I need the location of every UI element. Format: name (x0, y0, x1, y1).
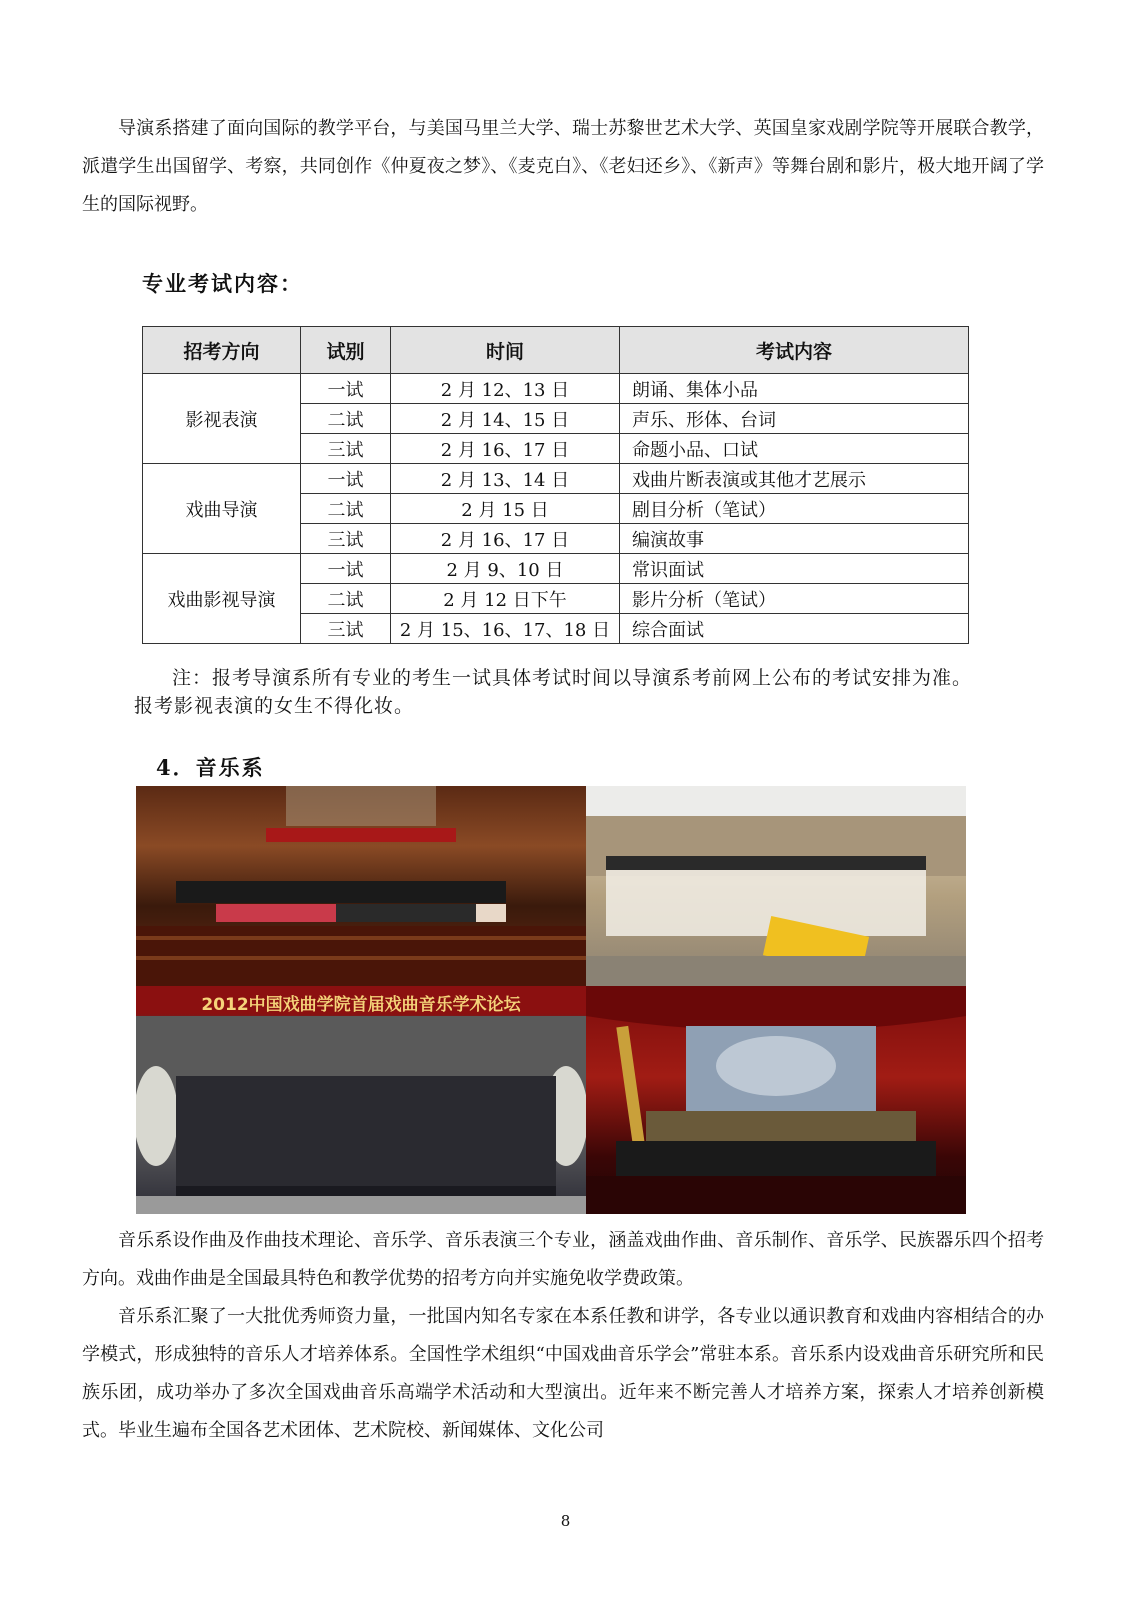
time-cell: 2 月 12、13 日 (391, 374, 620, 404)
intro-paragraph: 导演系搭建了面向国际的教学平台，与美国马里兰大学、瑞士苏黎世艺术大学、英国皇家戏剧学院等开展联合教学，派遣学生出国留学、考察，共同创作《仲夏夜之梦》、《麦克白》、《老妇还乡》、《新声》等舞台剧和影片，极大地开阔了学生的国际视野。 (82, 118, 1044, 215)
exam-note: 注：报考导演系所有专业的考生一试具体考试时间以导演系考前网上公布的考试安排为准。报考影视表演的女生不得化妆。 (134, 667, 973, 717)
time-cell: 2 月 14、15 日 (391, 404, 620, 434)
forum-banner: 2012中国戏曲学院首届戏曲音乐学术论坛 (201, 995, 521, 1015)
content-cell: 命题小品、口试 (620, 434, 969, 464)
header-direction: 招考方向 (143, 327, 301, 374)
content-cell: 编演故事 (620, 524, 969, 554)
header-content: 考试内容 (620, 327, 969, 374)
table-row (143, 464, 969, 494)
music-paragraph-2: 音乐系汇聚了一大批优秀师资力量，一批国内知名专家在本系任教和讲学，各专业以通识教育和戏曲内容相结合的办学模式，形成独特的音乐人才培养体系。全国性学术组织“中国戏曲音乐学会”常驻本系。音乐系内设戏曲音乐研究所和民族乐团，成功举办了多次全国戏曲音乐高端学术活动和大型演出。近年来不断完善人才培养方案，探索人才培养创新模式。毕业生遍布全国各艺术团体、艺术院校、新闻媒体、文化公司 (82, 1306, 1044, 1441)
header-time: 时间 (391, 327, 620, 374)
content-cell: 声乐、形体、台词 (620, 404, 969, 434)
time-cell: 2 月 15、16、17、18 日 (391, 614, 620, 644)
time-cell: 2 月 16、17 日 (391, 434, 620, 464)
outdoor-group-illustration (586, 786, 966, 986)
outdoor-group-photo (586, 786, 966, 986)
time-cell: 2 月 13、14 日 (391, 464, 620, 494)
content-cell: 剧目分析（笔试） (620, 494, 969, 524)
round-cell: 二试 (301, 404, 391, 434)
time-cell: 2 月 15 日 (391, 494, 620, 524)
music-paragraph-1: 音乐系设作曲及作曲技术理论、音乐学、音乐表演三个专业，涵盖戏曲作曲、音乐制作、音乐学、民族器乐四个招考方向。戏曲作曲是全国最具特色和教学优势的招考方向并实施免收学费政策。 (82, 1230, 1044, 1289)
music-department-heading: 4．音乐系 (156, 755, 265, 780)
time-cell: 2 月 12 日下午 (391, 584, 620, 614)
time-cell: 2 月 16、17 日 (391, 524, 620, 554)
concert-hall-illustration (136, 786, 586, 986)
table-row (143, 554, 969, 584)
time-cell: 2 月 9、10 日 (391, 554, 620, 584)
direction-cell: 影视表演 (143, 374, 301, 464)
exam-schedule-table (142, 326, 969, 644)
content-cell: 戏曲片断表演或其他才艺展示 (620, 464, 969, 494)
round-cell: 二试 (301, 494, 391, 524)
concert-hall-photo (136, 786, 586, 986)
round-cell: 一试 (301, 554, 391, 584)
direction-cell: 戏曲影视导演 (143, 554, 301, 644)
round-cell: 二试 (301, 584, 391, 614)
content-cell: 常识面试 (620, 554, 969, 584)
forum-group-photo (136, 986, 586, 1214)
exam-content-heading: 专业考试内容： (142, 271, 303, 296)
round-cell: 三试 (301, 524, 391, 554)
header-round: 试别 (301, 327, 391, 374)
content-cell: 朗诵、集体小品 (620, 374, 969, 404)
round-cell: 三试 (301, 614, 391, 644)
table-row (143, 374, 969, 404)
content-cell: 影片分析（笔试） (620, 584, 969, 614)
stage-performance-photo (586, 986, 966, 1214)
table-header-row (143, 327, 969, 374)
round-cell: 一试 (301, 464, 391, 494)
stage-performance-illustration (586, 986, 966, 1214)
direction-cell: 戏曲导演 (143, 464, 301, 554)
content-cell: 综合面试 (620, 614, 969, 644)
page-number: 8 (560, 1512, 571, 1530)
round-cell: 一试 (301, 374, 391, 404)
round-cell: 三试 (301, 434, 391, 464)
forum-group-illustration (136, 986, 586, 1214)
